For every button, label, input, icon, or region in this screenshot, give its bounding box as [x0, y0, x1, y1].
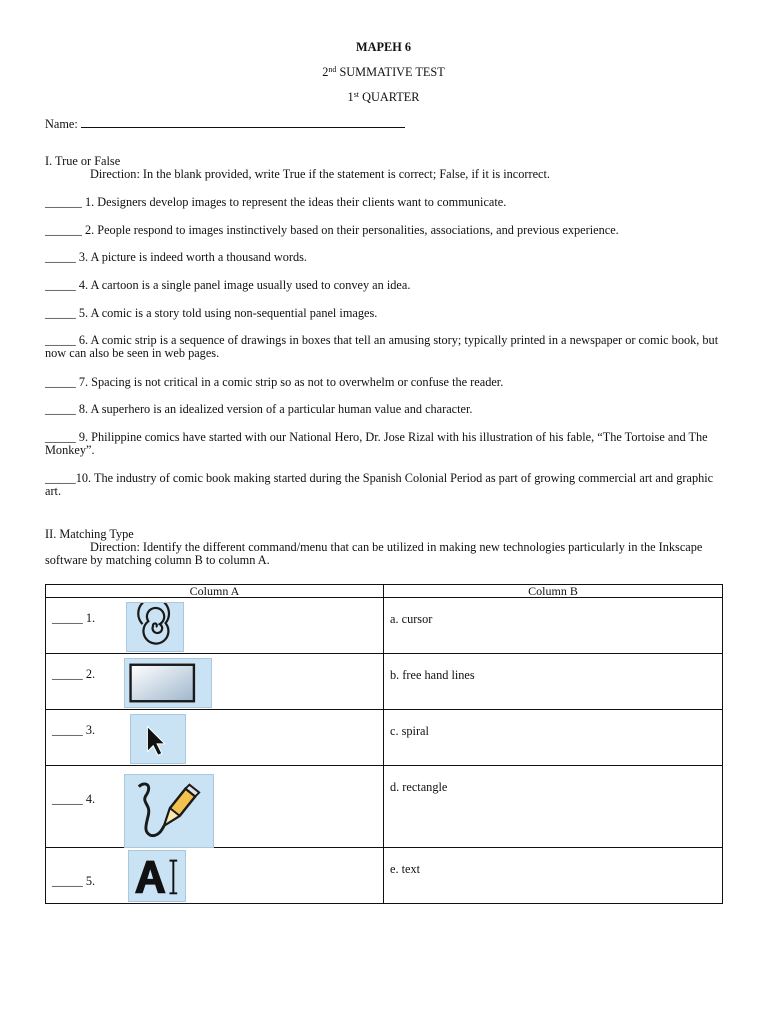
part1-direction: Direction: In the blank provided, write True if the statement is correct; False, if it is incorrect. — [90, 167, 550, 181]
cursor-arrow-icon — [130, 714, 186, 764]
quarter-ordinal-suffix: st — [353, 90, 360, 99]
matching-row-1 — [46, 598, 723, 654]
tf-text: 2. People respond to images instinctively based on their personalities, associations, and previous experience. — [81, 223, 619, 237]
column-a-cell — [46, 710, 384, 766]
rectangle-tool-icon — [124, 658, 212, 708]
tf-text: 7. Spacing is not critical in a comic strip so as not to overwhelm or confuse the reader. — [75, 375, 504, 389]
tf-blank[interactable]: ______ — [45, 223, 82, 237]
tf-text: 3. A picture is indeed worth a thousand words. — [75, 250, 307, 264]
matching-row-2 — [46, 654, 723, 710]
tf-item-3 — [45, 251, 722, 264]
quarter-ordinal: 1 — [347, 90, 354, 104]
name-row — [45, 116, 722, 131]
answer-d: d. rectangle — [384, 766, 723, 848]
tf-item-9 — [45, 431, 722, 457]
tf-item-7 — [45, 376, 722, 389]
tf-blank[interactable]: ______ — [45, 195, 82, 209]
tf-blank[interactable]: _____ — [45, 278, 76, 292]
answer-a: a. cursor — [384, 598, 723, 654]
subject-title: MAPEH 6 — [356, 40, 411, 54]
tf-item-10 — [45, 472, 722, 498]
tf-item-5 — [45, 307, 722, 320]
test-ordinal-suffix: nd — [328, 65, 337, 74]
tf-blank[interactable]: _____ — [45, 333, 76, 347]
tf-text: 8. A superhero is an idealized version of a particular human value and character. — [75, 402, 473, 416]
column-b-header: Column B — [384, 585, 723, 598]
tf-text: 6. A comic strip is a sequence of drawings in boxes that tell an amusing story; typically printed in a newspaper or comic book, but now can also be seen in web pages. — [45, 333, 719, 360]
tf-text: 1. Designers develop images to represent the ideas their clients want to communicate. — [81, 195, 507, 209]
tf-blank[interactable]: _____ — [45, 402, 76, 416]
tf-item-4 — [45, 279, 722, 292]
tf-blank[interactable]: _____ — [45, 306, 76, 320]
match-number[interactable]: _____ 4. — [52, 792, 96, 806]
test-ordinal: 2 — [322, 65, 329, 79]
name-input-line[interactable] — [81, 116, 405, 128]
test-title — [45, 66, 722, 79]
part1-heading: I. True or False — [45, 154, 121, 168]
matching-row-5 — [46, 848, 723, 904]
text-tool-icon — [128, 850, 186, 902]
match-number[interactable]: _____ 1. — [52, 611, 96, 625]
quarter-name: QUARTER — [362, 90, 420, 104]
tf-blank[interactable]: _____ — [45, 430, 76, 444]
spiral-tool-icon — [126, 602, 184, 652]
match-number[interactable]: _____ 2. — [52, 667, 96, 681]
match-number[interactable]: _____ 3. — [52, 723, 96, 737]
tf-blank[interactable]: _____ — [45, 471, 76, 485]
column-a-cell — [46, 848, 384, 904]
tf-item-1 — [45, 196, 722, 209]
tf-blank[interactable]: _____ — [45, 375, 76, 389]
tf-item-6 — [45, 334, 722, 360]
quarter-title — [45, 91, 722, 104]
column-a-cell — [46, 598, 384, 654]
answer-c: c. spiral — [384, 710, 723, 766]
match-number[interactable]: _____ 5. — [52, 874, 96, 888]
column-a-cell — [46, 654, 384, 710]
matching-row-4 — [46, 766, 723, 848]
test-name: SUMMATIVE TEST — [339, 65, 445, 79]
part2-direction: Direction: Identify the different command/menu that can be utilized in making new technologies particularly in the Inkscape software by matching column B to column A. — [45, 540, 703, 567]
freehand-pencil-icon — [124, 774, 214, 848]
tf-item-8 — [45, 403, 722, 416]
answer-b: b. free hand lines — [384, 654, 723, 710]
tf-text: 5. A comic is a story told using non-sequential panel images. — [75, 306, 378, 320]
tf-blank[interactable]: _____ — [45, 250, 76, 264]
tf-text: 4. A cartoon is a single panel image usually used to convey an idea. — [75, 278, 411, 292]
tf-text: 10. The industry of comic book making started during the Spanish Colonial Period as part of growing commercial art and graphic art. — [45, 471, 714, 498]
matching-table — [45, 584, 723, 904]
tf-text: 9. Philippine comics have started with our National Hero, Dr. Jose Rizal with his illustration of his fable, “The Tortoise and The Monkey”. — [45, 430, 708, 457]
tf-item-2 — [45, 224, 722, 237]
name-label: Name: — [45, 117, 81, 131]
matching-row-3 — [46, 710, 723, 766]
column-a-cell — [46, 766, 384, 848]
column-a-header: Column A — [46, 585, 384, 598]
part2-heading: II. Matching Type — [45, 527, 134, 541]
answer-e: e. text — [384, 848, 723, 904]
matching-header-row — [46, 585, 723, 598]
